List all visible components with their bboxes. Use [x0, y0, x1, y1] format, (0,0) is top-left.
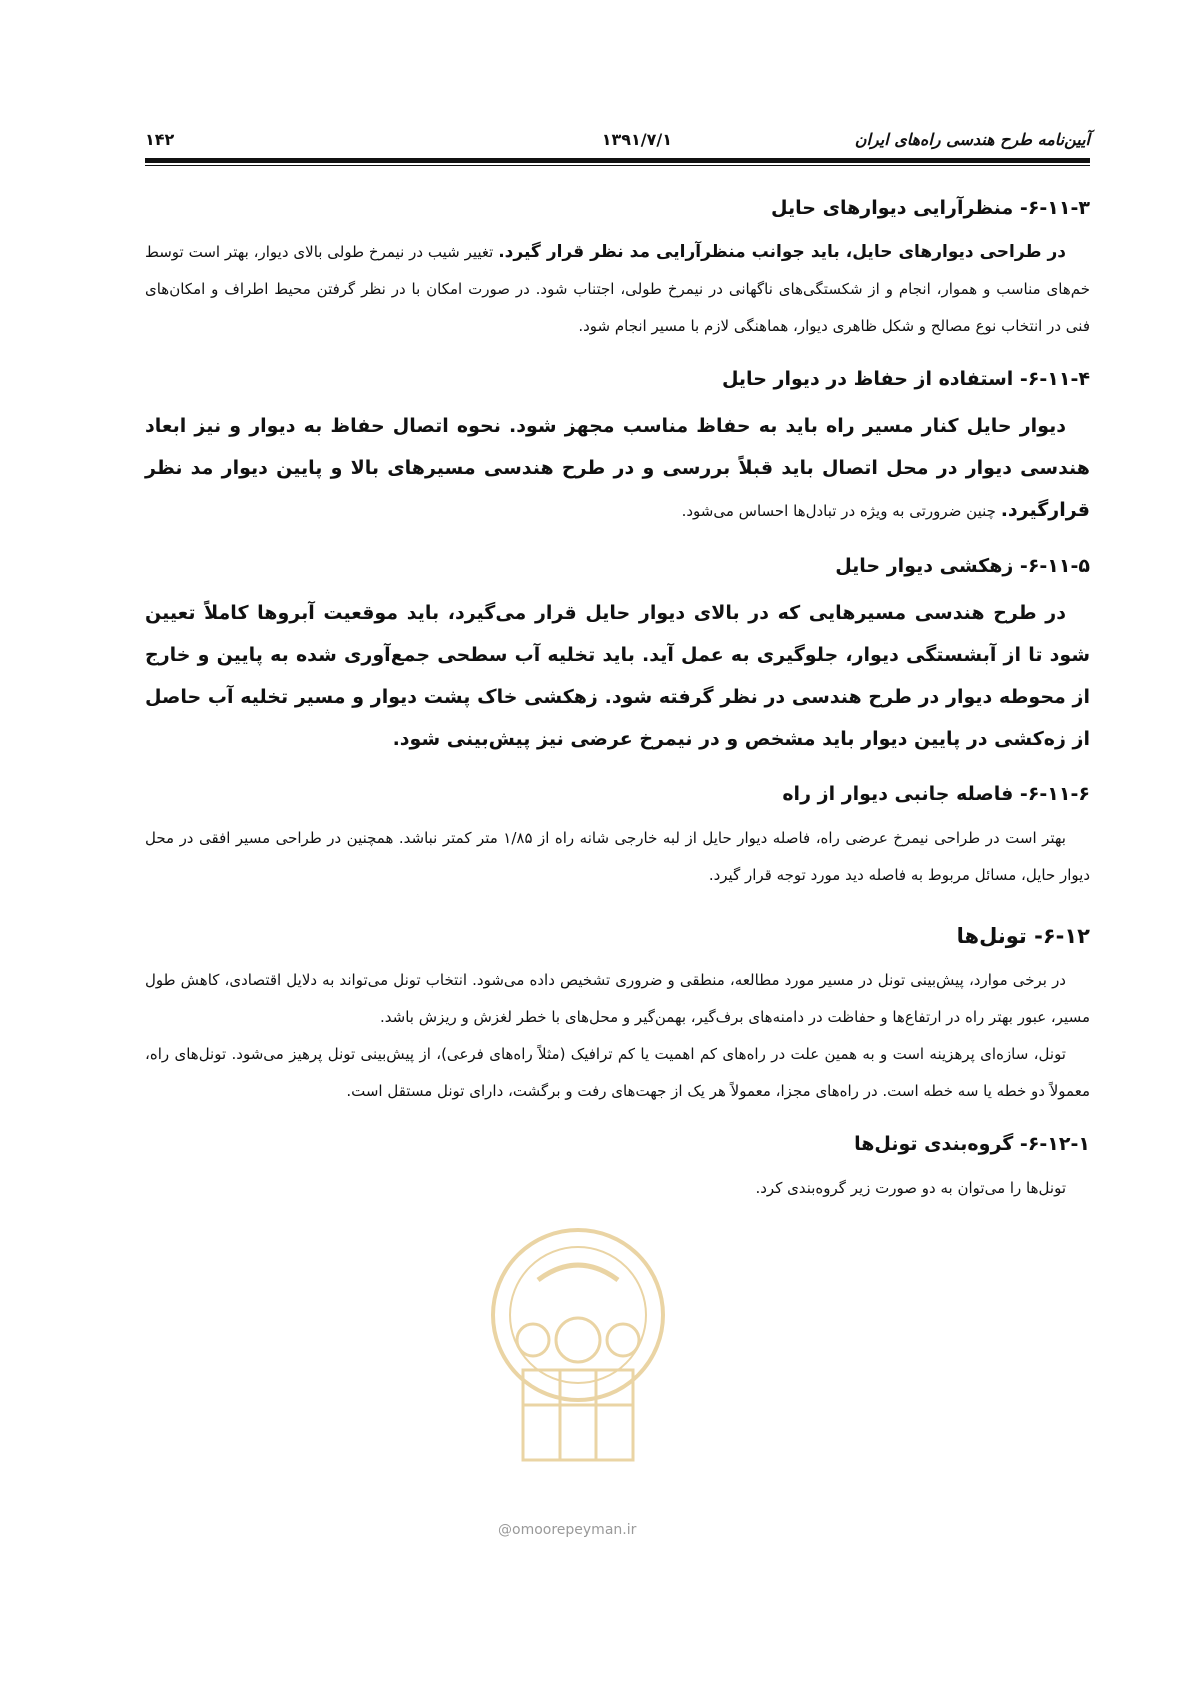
paragraph-tunnels-2: تونل، سازه‌ای پرهزینه است و به همین علت در راه‌های کم اهمیت یا کم ترافیک (مثلاً راه‌های فرعی)، از پیش‌بینی تونل پرهیز می‌شود. تونل‌های راه، معمولاً دو خطه یا سه خطه است. در راه‌های مجزا، معمولاً هر یک از جهت‌های رفت و برگشت، دارای تونل مستقل است. [145, 1045, 1090, 1100]
header-rule-thin [145, 165, 1090, 166]
header-date: ۱۳۹۱/۷/۱ [601, 130, 672, 149]
paragraph-guardrail [145, 405, 1090, 532]
section-heading-landscaping: ۶-۱۱-۳- منظرآرایی دیوارهای حایل [771, 197, 1090, 219]
paragraph-text: چنین ضرورتی به ویژه در تبادل‌ها احساس می‌شود. [681, 502, 1001, 520]
section-heading-lateral-distance: ۶-۱۱-۶- فاصله جانبی دیوار از راه [782, 783, 1090, 805]
section-heading-tunnel-classification: ۶-۱۲-۱- گروه‌بندی تونل‌ها [854, 1133, 1090, 1155]
page-header [145, 130, 1090, 156]
section-heading-guardrail: ۶-۱۱-۴- استفاده از حفاظ در دیوار حایل [721, 368, 1090, 390]
watermark-url: @omoorepeyman.ir [498, 1522, 637, 1538]
page-number: ۱۴۲ [145, 130, 175, 149]
paragraph-bold-lead: در طراحی دیوارهای حایل، باید جوانب منظرآرایی مد نظر قرار گیرد. [498, 242, 1066, 262]
paragraph-lateral-distance: بهتر است در طراحی نیمرخ عرضی راه، فاصله دیوار حایل از لبه خارجی شانه راه از ۱/۸۵ متر کمتر نباشد. همچنین در طراحی مسیر افقی در محل دیوار حایل، مسائل مربوط به فاصله دید مورد توجه قرار گیرد. [145, 829, 1090, 884]
header-title: آیین‌نامه طرح هندسی راه‌های ایران [854, 130, 1090, 149]
paragraph-text: تغییر شیب در نیمرخ طولی بالای دیوار، بهتر است توسط خم‌های مناسب و هموار، انجام و از شکستگی‌های ناگهانی در نیمرخ طولی، اجتناب شود. در صورت امکان با در نظر گرفتن محیط اطراف و امکان‌های فنی در انتخاب نوع مصالح و شکل ظاهری دیوار، هماهنگی لازم با مسیر انجام شود. [145, 243, 1090, 335]
header-rule-thick [145, 158, 1090, 163]
paragraph-tunnels-1: در برخی موارد، پیش‌بینی تونل در مسیر مورد مطالعه، منطقی و ضروری تشخیص داده می‌شود. انتخاب تونل می‌تواند به دلایل اقتصادی، کاهش طول مسیر، عبور بهتر راه در ارتفاع‌ها و حفاظت در دامنه‌های برف‌گیر، بهمن‌گیر و محل‌های با خطر لغزش و ریزش باشد. [145, 971, 1090, 1026]
section-heading-drainage: ۶-۱۱-۵- زهکشی دیوار حایل [835, 555, 1090, 577]
section-heading-tunnels: ۶-۱۲- تونل‌ها [956, 924, 1090, 948]
paragraph-landscaping [145, 234, 1090, 345]
watermark-seal-icon [478, 1220, 678, 1480]
paragraph-drainage: در طرح هندسی مسیرهایی که در بالای دیوار حایل قرار می‌گیرد، باید موقعیت آبروها کاملاً تعیین شود تا از آبشستگی دیوار، جلوگیری به عمل آید. باید تخلیه آب سطحی جمع‌آوری شده به پایین و خارج از محوطه دیوار در طرح هندسی در نظر گرفته شود. زهکشی خاک پشت دیوار و مسیر تخلیه آب حاصل از زه‌کشی در پایین دیوار باید مشخص و در نیمرخ عرضی نیز پیش‌بینی شود. [145, 602, 1090, 750]
paragraph-bold-lead: دیوار حایل کنار مسیر راه باید به حفاظ مناسب مجهز شود. نحوه اتصال حفاظ به دیوار و نیز ابعاد هندسی دیوار در محل اتصال باید قبلاً بررسی و در طرح هندسی مسیرهای بالا و پایین دیوار مد نظر قرارگیرد. [145, 415, 1090, 521]
paragraph-tunnel-classification: تونل‌ها را می‌توان به دو صورت زیر گروه‌بندی کرد. [755, 1179, 1066, 1197]
page-content [145, 190, 1090, 1207]
